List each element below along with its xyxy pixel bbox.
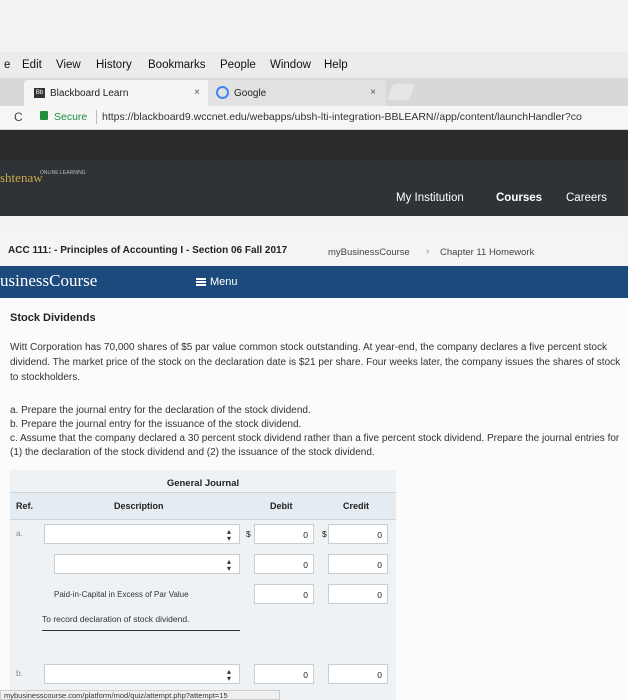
menu-app[interactable]: e — [4, 59, 11, 71]
product-brand[interactable]: usinessCourse — [0, 271, 98, 290]
debit-input-a2[interactable]: 0 — [254, 554, 314, 574]
institution-logo-sub: ONLINE LEARNING — [40, 170, 86, 176]
nav-my-institution[interactable]: My Institution — [396, 192, 464, 204]
question-parts — [10, 404, 622, 460]
journal-header — [10, 492, 396, 520]
account-select-b1[interactable] — [44, 664, 240, 684]
row-label-b: b. — [16, 668, 24, 678]
course-name[interactable]: ACC 111: - Principles of Accounting I - Section 06 Fall 2017 — [8, 245, 288, 256]
chevron-updown-icon: ▴ ▾ — [226, 527, 231, 543]
question-text: Witt Corporation has 70,000 shares of $5 par value common stock outstanding. At year-end, the company declares a five percent stock dividend. The market price of the stock on the declaration date is $21 per share. Four weeks later, the company issues the shares of stock to stockholders. — [10, 342, 621, 383]
chevron-updown-icon: ▴ ▾ — [226, 557, 231, 573]
dark-strip — [0, 130, 628, 160]
credit-input-a3[interactable]: 0 — [328, 584, 388, 604]
new-tab-button[interactable] — [387, 84, 415, 100]
question-content — [0, 298, 628, 700]
account-name-a3: Paid-in-Capital in Excess of Par Value — [54, 590, 189, 599]
menu-bookmarks[interactable]: Bookmarks — [148, 59, 206, 71]
general-journal — [10, 470, 396, 700]
menu-view[interactable]: View — [56, 59, 81, 71]
status-url: mybusinesscourse.com/platform/mod/quiz/attempt.php?attempt=15 — [0, 690, 280, 700]
row-label-a: a. — [16, 528, 24, 538]
breadcrumb-mybusinesscourse[interactable]: myBusinessCourse — [328, 247, 410, 258]
header-ref: Ref. — [16, 501, 34, 511]
menu-people[interactable]: People — [220, 59, 256, 71]
debit-input-a1[interactable]: 0 — [254, 524, 314, 544]
secure-label: Secure — [54, 111, 88, 123]
institution-logo[interactable]: shtenaw — [0, 170, 43, 185]
hamburger-menu-icon[interactable] — [196, 278, 206, 286]
tab-blackboard[interactable] — [24, 80, 210, 106]
credit-input-a2[interactable]: 0 — [328, 554, 388, 574]
nav-careers[interactable]: Careers — [566, 192, 607, 204]
account-select-a1[interactable] — [44, 524, 240, 544]
product-bar — [0, 266, 628, 298]
credit-input-b1[interactable]: 0 — [328, 664, 388, 684]
part-c: c. Assume that the company declared a 30 percent stock dividend rather than a five percent stock dividend. Prepare the journal entries for (1) the declaration of the stock dividend and (2) the issuance of the stock dividend. — [10, 433, 620, 458]
header-credit: Credit — [343, 501, 370, 511]
breadcrumb-homework[interactable]: Chapter 11 Homework — [440, 247, 535, 258]
question-title: Stock Dividends — [10, 312, 96, 324]
address-divider — [96, 110, 97, 124]
tab-close-icon[interactable]: × — [370, 87, 376, 98]
reload-icon[interactable]: C — [14, 110, 23, 124]
account-select-a2[interactable] — [54, 554, 240, 574]
nav-courses[interactable]: Courses — [496, 192, 543, 204]
part-b: b. Prepare the journal entry for the issuance of the stock dividend. — [10, 419, 302, 430]
tab-title: Blackboard Learn — [50, 88, 129, 99]
chevron-updown-icon: ▴ ▾ — [226, 667, 231, 683]
part-a: a. Prepare the journal entry for the declaration of the stock dividend. — [10, 405, 311, 416]
debit-input-b1[interactable]: 0 — [254, 664, 314, 684]
tab-strip — [0, 78, 628, 106]
debit-input-a3[interactable]: 0 — [254, 584, 314, 604]
course-bar — [0, 232, 628, 266]
menu-button[interactable]: Menu — [210, 276, 238, 288]
journal-title: General Journal — [166, 478, 240, 489]
tab-close-icon[interactable]: × — [194, 87, 200, 98]
credit-dollar-sign: $ — [322, 529, 327, 539]
menu-window[interactable]: Window — [270, 59, 311, 71]
menu-help[interactable]: Help — [324, 59, 348, 71]
explanation-a: To record declaration of stock dividend. — [42, 614, 240, 631]
mac-menu-bar — [0, 52, 628, 78]
menu-history[interactable]: History — [96, 59, 132, 71]
header-description: Description — [114, 501, 164, 511]
credit-input-a1[interactable]: 0 — [328, 524, 388, 544]
tab-title: Google — [234, 88, 267, 99]
address-bar[interactable] — [0, 106, 628, 130]
blackboard-favicon-icon: Bb — [35, 90, 44, 96]
debit-dollar-sign: $ — [246, 529, 251, 539]
lock-icon — [40, 111, 48, 120]
breadcrumb-chevron-icon: › — [426, 246, 430, 257]
header-debit: Debit — [270, 501, 293, 511]
url-text[interactable]: https://blackboard9.wccnet.edu/webapps/ubsh-lti-integration-BBLEARN//app/content/launchHandler?co — [102, 111, 582, 123]
google-favicon-icon — [216, 86, 229, 99]
institution-header — [0, 160, 628, 216]
menu-edit[interactable]: Edit — [22, 59, 42, 71]
tab-google[interactable] — [208, 80, 386, 106]
